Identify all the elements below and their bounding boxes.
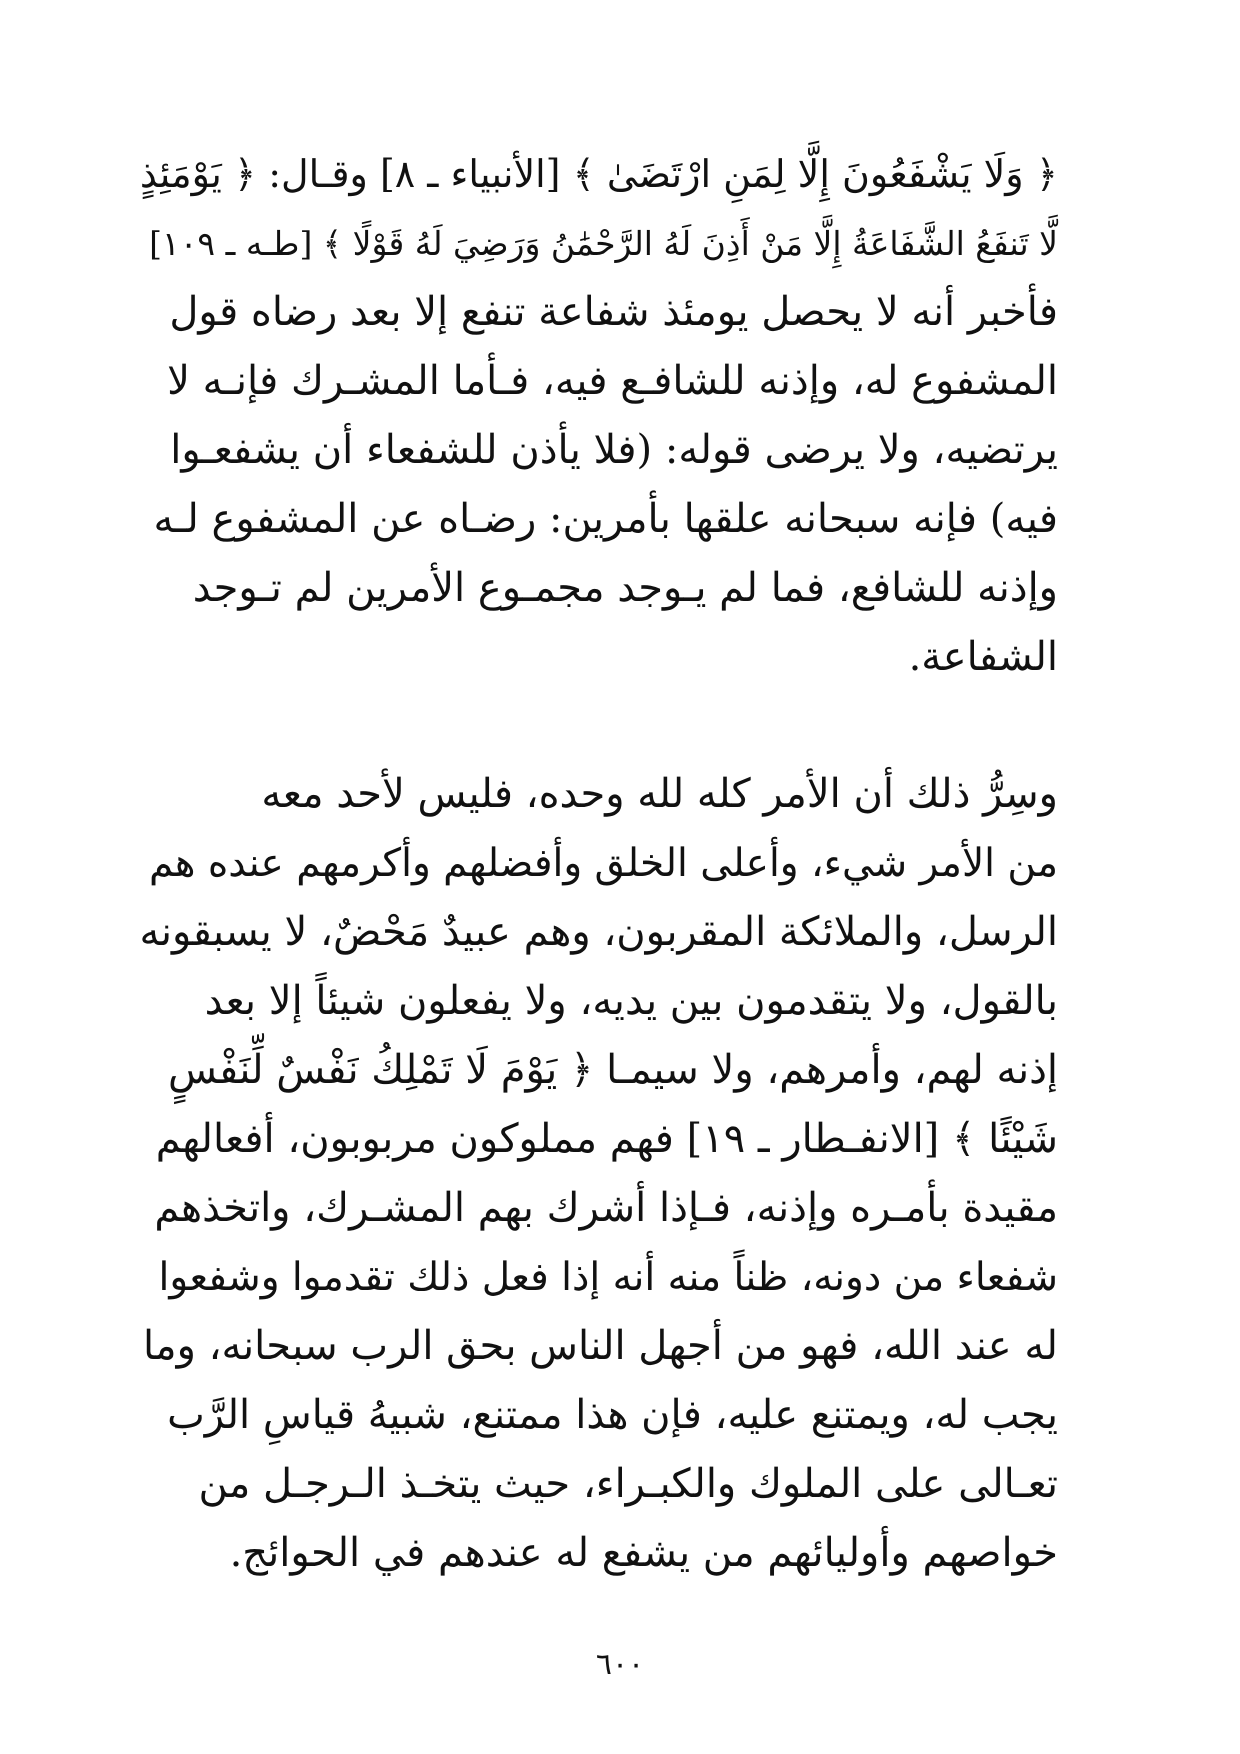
text-line: فأخبر أنه لا يحصل يومئذ شفاعة تنفع إلا بعد رضاه قول <box>169 289 1058 335</box>
text-line: شَيْئًا ﴾ [الانفـطار ـ ١٩] فهم مملوكون مربوبون، أفعالهم <box>155 1116 1058 1162</box>
text-line: خواصهم وأوليائهم من يشفع له عندهم في الحوائج. <box>229 1530 1058 1576</box>
text-line: له عند الله، فهو من أجهل الناس بحق الرب سبحانه، وما <box>142 1323 1058 1369</box>
text-line: من الأمر شيء، وأعلى الخلق وأفضلهم وأكرمهم عنده هم <box>148 841 1058 886</box>
page-number: ٦٠٠ <box>595 1647 645 1682</box>
text-line: تعـالى على الملوك والكبـراء، حيث يتخـذ الـرجـل من <box>198 1461 1058 1507</box>
text-line: فيه) فإنه سبحانه علقها بأمرين: رضـاه عن المشفوع لـه <box>153 496 1058 542</box>
text-line: إذنه لهم، وأمرهم، ولا سيمـا ﴿ يَوْمَ لَا تَمْلِكُ نَفْسٌ لِّنَفْسٍ <box>168 1047 1058 1093</box>
text-line: المشفوع له، وإذنه للشافـع فيه، فـأما المشـرك فإنـه لا <box>167 358 1058 404</box>
text-line: مقيدة بأمـره وإذنه، فـإذا أشرك بهم المشـرك، واتخذهم <box>154 1185 1058 1231</box>
text-line: الشفاعة. <box>908 634 1058 680</box>
text-line: شفعاء من دونه، ظناً منه أنه إذا فعل ذلك تقدموا وشفعوا <box>158 1255 1058 1300</box>
text-line: يجب له، ويمتنع عليه، فإن هذا ممتنع، شبيهُ قياسِ الرَّب <box>167 1392 1058 1438</box>
paragraph-quran-intercession <box>138 140 1058 692</box>
text-line: يرتضيه، ولا يرضى قوله: (فلا يأذن للشفعاء أن يشفعـوا <box>170 427 1058 473</box>
text-line: بالقول، ولا يتقدمون بين يديه، ولا يفعلون شيئاً إلا بعد <box>204 978 1058 1024</box>
text-line: الرسل، والملائكة المقربون، وهم عبيدٌ مَحْضٌ، لا يسبقونه <box>139 909 1058 955</box>
text-line: وإذنه للشافع، فما لم يـوجد مجمـوع الأمرين لم تـوجد <box>192 565 1058 611</box>
text-line: لَّا تَنفَعُ الشَّفَاعَةُ إِلَّا مَنْ أَذِنَ لَهُ الرَّحْمَٰنُ وَرَضِيَ لَهُ قَوْلًا ﴾ [طـه ـ ١٠٩] <box>149 224 1058 263</box>
paragraph-secret-of-matter <box>138 760 1058 1588</box>
text-line: ﴿ وَلَا يَشْفَعُونَ إِلَّا لِمَنِ ارْتَضَىٰ ﴾ [الأنبياء ـ ٨] وقـال: ﴿ يَوْمَئِذٍ <box>139 152 1058 196</box>
text-line: وسِرُّ ذلك أن الأمر كله لله وحده، فليس لأحد معه <box>261 771 1058 817</box>
